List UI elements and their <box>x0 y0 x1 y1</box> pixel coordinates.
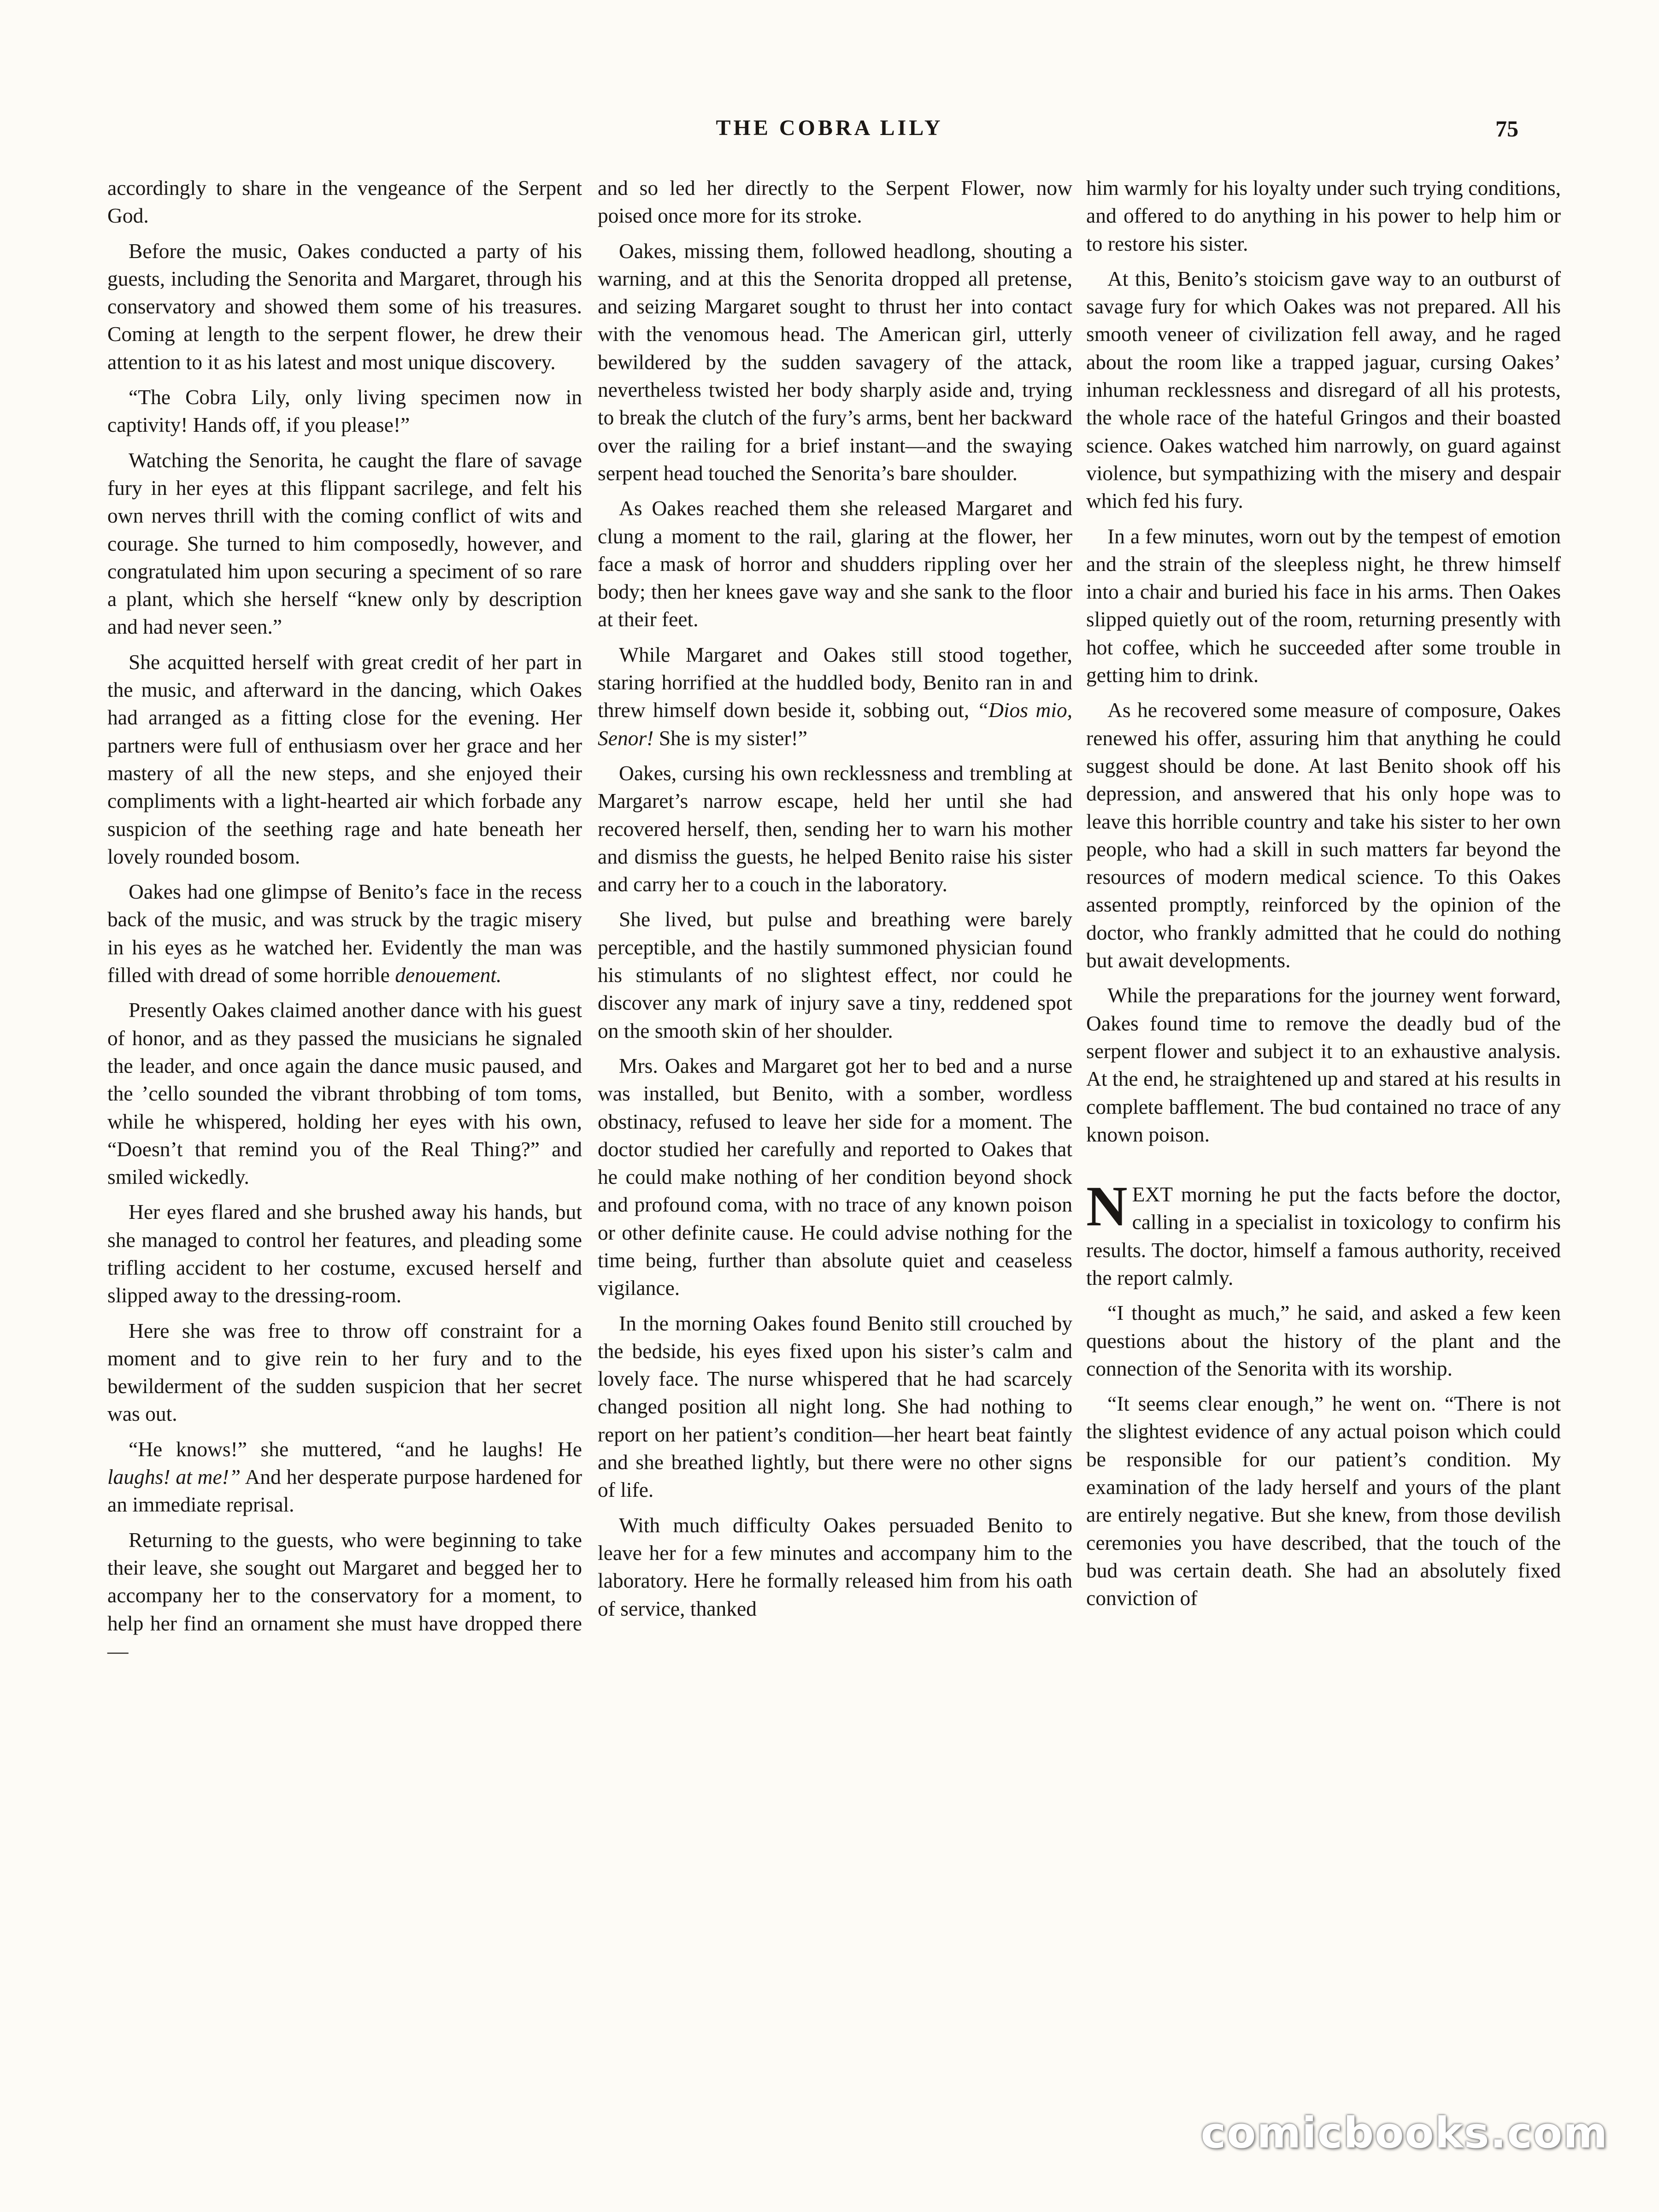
paragraph-text: And her desperate purpose hardened for an immediate reprisal. <box>107 1465 582 1517</box>
italic-word: denouement. <box>395 963 502 987</box>
paragraph: Oakes, missing them, followed headlong, shouting a warning, and at this the Senorita dropped all pretense, and seizing Margaret sought to thrust her into contact with the venomous head. The American girl, utterly bewildered by the sudden savagery of the attack, nevertheless twisted her body sharply aside and, trying to break the clutch of the fury’s arms, bent her backward over the railing for a brief instant—and the swaying serpent head touched the Senorita’s bare shoulder. <box>598 239 1072 485</box>
paragraph: In a few minutes, worn out by the tempest of emotion and the strain of the sleepless night, he threw himself into a chair and buried his face in his arms. Then Oakes slipped quietly out of the room, returning presently with hot coffee, which he succeeded after some trouble in getting him to drink. <box>1086 524 1561 687</box>
paragraph-text: EXT morning he put the facts before the doctor, calling in a specialist in toxicology to confirm his results. The doctor, himself a famous authority, received the report calmly. <box>1086 1182 1561 1289</box>
paragraph: Before the music, Oakes conducted a party of his guests, including the Senorita and Margaret, through his conservatory and showed them some of his treasures. Coming at length to the serpent flower, he drew their attention to it as his latest and most unique discovery. <box>107 239 582 374</box>
paragraph-text: While Margaret and Oakes still stood together, staring horrified at the huddled body, Benito ran in and threw himself down beside it, sobbing out, <box>598 642 1072 722</box>
drop-cap: N <box>1086 1175 1128 1238</box>
site-watermark: comicbooks.com <box>1200 2108 1608 2158</box>
text-column-3 <box>1086 174 1561 1620</box>
text-column-1 <box>107 174 582 1672</box>
paragraph: Mrs. Oakes and Margaret got her to bed and a nurse was installed, but Benito, with a somber, wordless obstinacy, refused to leave her side for a moment. The doctor studied her carefully and reported to Oakes that he could make nothing of her condition beyond shock and profound coma, with no trace of any known poison or other definite cause. He could advise nothing for the time being, further than absolute quiet and ceaseless vigilance. <box>598 1053 1072 1300</box>
paragraph: Oakes, cursing his own recklessness and trembling at Margaret’s narrow escape, held her until she had recovered herself, then, sending her to warn his mother and dismiss the guests, he helped Benito raise his sister and carry her to a couch in the laboratory. <box>598 761 1072 896</box>
text-column-2 <box>598 174 1072 1630</box>
paragraph: While the preparations for the journey went forward, Oakes found time to remove the deadly bud of the serpent flower and subject it to an exhaustive analysis. At the end, he straightened up and stared at his results in complete bafflement. The bud contained no trace of any known poison. <box>1086 983 1561 1146</box>
italic-phrase: laughs! at me!” <box>107 1465 241 1489</box>
paragraph: She lived, but pulse and breathing were barely perceptible, and the hastily summoned physician found his stimulants of no slightest effect, nor could he discover any mark of injury save a tiny, reddened spot on the smooth skin of her shoulder. <box>598 907 1072 1042</box>
italic-phrase: “Dios mio, Senor! <box>598 698 1072 750</box>
section-opening-paragraph <box>1086 1175 1561 1292</box>
paragraph: and so led her directly to the Serpent Flower, now poised once more for its stroke. <box>598 176 1072 228</box>
paragraph <box>107 1435 582 1519</box>
paragraph: At this, Benito’s stoicism gave way to an outburst of savage fury for which Oakes was not prepared. All his smooth veneer of civilization fell away, and he raged about the room like a trapped jaguar, cursing Oakes’ inhuman recklessness and disregard of all his protests, the whole race of the hateful Gringos and their boasted science. Oakes watched him narrowly, on guard against violence, but sympathizing with the misery and despair which fed his fury. <box>1086 266 1561 513</box>
paragraph: As he recovered some measure of composure, Oakes renewed his offer, assuring him that anything he could suggest should be done. At last Benito shook off his depression, and answered that his only hope was to leave this horrible country and take his sister to her own people, who had a skill in such matters far beyond the resources of modern medical science. To this Oakes assented promptly, reinforced by the opinion of the doctor, who frankly admitted that he could do nothing but await developments. <box>1086 698 1561 972</box>
paragraph: Presently Oakes claimed another dance with his guest of honor, and as they passed the musicians he signaled the leader, and once again the dance music paused, and the ’cello sounded the vibrant throbbing of tom toms, while he whispered, holding her eyes with his own, “Doesn’t that remind you of the Real Thing?” and smiled wickedly. <box>107 998 582 1189</box>
page-number: 75 <box>1495 116 1518 141</box>
paragraph: Here she was free to throw off constraint for a moment and to give rein to her fury and to the bewilderment of the sudden suspicion that her secret was out. <box>107 1318 582 1426</box>
paragraph: “It seems clear enough,” he went on. “There is not the slightest evidence of any actual poison which could be responsible for our patient’s condition. My examination of the lady herself and yours of the plant are entirely negative. But she knew, from those devilish ceremonies you have described, that the touch of the bud was certain death. She had an absolutely fixed conviction of <box>1086 1392 1561 1610</box>
paragraph: accordingly to share in the vengeance of the Serpent God. <box>107 176 582 228</box>
paragraph: Her eyes flared and she brushed away his hands, but she managed to control her features, and pleading some trifling accident to her costume, excused herself and slipped away to the dressing-room. <box>107 1200 582 1307</box>
paragraph <box>598 641 1072 752</box>
paragraph-text: She is my sister!” <box>659 726 807 750</box>
paragraph: Watching the Senorita, he caught the flare of savage fury in her eyes at this flippant sacrilege, and felt his own nerves thrill with the coming conflict of wits and courage. She turned to him composedly, however, and congratulated him upon securing a speciment of so rare a plant, which she herself “knew only by description and had never seen.” <box>107 448 582 639</box>
running-head-title: THE COBRA LILY <box>716 116 943 140</box>
paragraph: “The Cobra Lily, only living specimen now in captivity! Hands off, if you please!” <box>107 385 582 437</box>
paragraph: him warmly for his loyalty under such trying conditions, and offered to do anything in his power to help him or to restore his sister. <box>1086 176 1561 255</box>
paragraph-text: Oakes had one glimpse of Benito’s face in the recess back of the music, and was struck by the tragic misery in his eyes as he watched her. Evidently the man was filled with dread of some horrible <box>107 880 582 987</box>
paragraph: Returning to the guests, who were beginning to take their leave, she sought out Margaret and begged her to accompany her to the conservatory for a moment, to help her find an ornament she must have dropped there— <box>107 1528 582 1663</box>
paragraph: In the morning Oakes found Benito still crouched by the bedside, his eyes fixed upon his sister’s calm and lovely face. The nurse whispered that he had scarcely changed position all night long. She had nothing to report on her patient’s condition—her heart beat faintly and she breathed lightly, but there were no other signs of life. <box>598 1311 1072 1502</box>
paragraph <box>107 878 582 989</box>
paragraph: As Oakes reached them she released Margaret and clung a moment to the rail, glaring at the flower, her face a mask of horror and shudders rippling over her body; then her knees gave way and she sank to the floor at their feet. <box>598 496 1072 631</box>
paragraph: “I thought as much,” he said, and asked a few keen questions about the history of the plant and the connection of the Senorita with its worship. <box>1086 1301 1561 1380</box>
paragraph: She acquitted herself with great credit of her part in the music, and afterward in the dancing, which Oakes had arranged as a fitting close for the evening. Her partners were full of enthusiasm over her grace and her mastery of all the new steps, and she enjoyed their compliments with a light-hearted air which forbade any suspicion of the seething rage and hate beneath her lovely rounded bosom. <box>107 650 582 868</box>
paragraph: With much difficulty Oakes persuaded Benito to leave her for a few minutes and accompany him to the laboratory. Here he formally released him from his oath of service, thanked <box>598 1513 1072 1620</box>
paragraph-text: “He knows!” she muttered, “and he laughs! He <box>129 1437 582 1461</box>
